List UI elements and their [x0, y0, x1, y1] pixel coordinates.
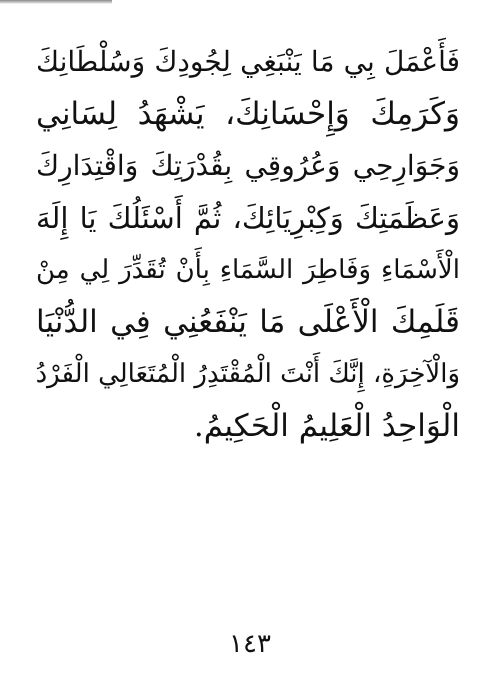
page-number: ١٤٣ [229, 629, 271, 659]
prayer-text-block [36, 36, 460, 452]
text-line-7: وَالْآخِرَةِ، إِنَّكَ أَنْتَ الْمُقْتَدِرُ الْمُتَعَالِي الْفَرْدُ [35, 359, 460, 389]
text-line-5: الْأَسْمَاءِ وَفَاطِرَ السَّمَاءِ بِأَنْ تُقَدِّرَ لِي مِنْ [36, 255, 460, 285]
text-line-4: وَعَظَمَتِكَ وَكِبْرِيَائِكَ، ثُمَّ أَسْئَلُكَ يَا إِلَهَ [36, 201, 460, 235]
scan-edge-mark [0, 0, 112, 4]
text-line-8: الْوَاحِدُ الْعَلِيمُ الْحَكِيمُ. [193, 408, 460, 444]
text-line-2: وَكَرَمِكَ وَإِحْسَانِكَ، يَشْهَدُ لِسَانِي [36, 96, 460, 132]
text-line-1: فَأَعْمَلَ بِي مَا يَنْبَغِي لِجُودِكَ وَسُلْطَانِكَ [36, 45, 460, 78]
text-line-6: قَلَمِكَ الْأَعْلَى مَا يَنْفَعُنِي فِي الدُّنْيَا [36, 304, 460, 340]
text-line-3: وَجَوَارِحِي وَعُرُوقِي بِقُدْرَتِكَ وَاقْتِدَارِكَ [36, 149, 460, 182]
